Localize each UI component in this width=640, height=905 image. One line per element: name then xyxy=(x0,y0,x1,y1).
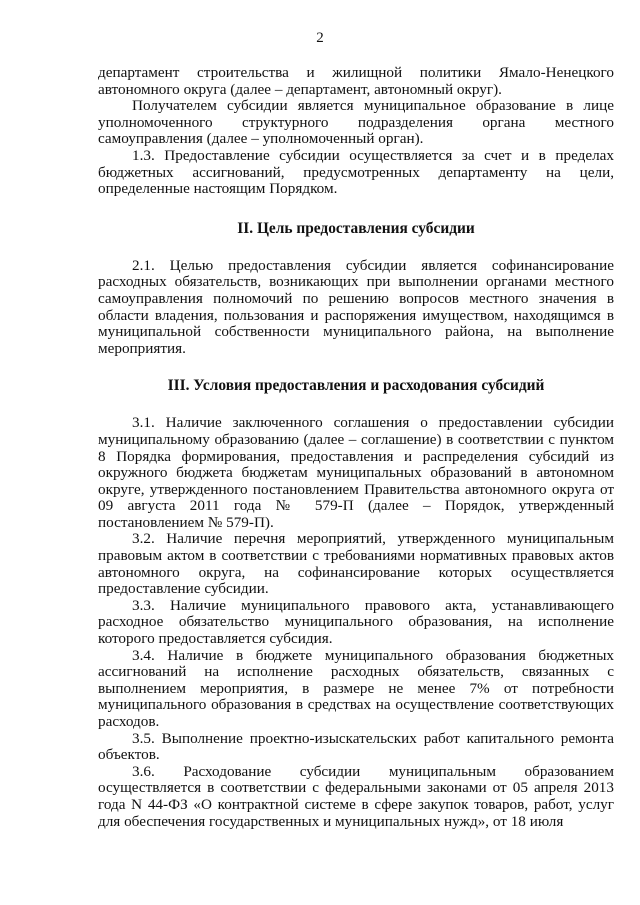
document-body xyxy=(98,65,614,830)
paragraph-1-3: 1.3. Предоставление субсидии осуществляется за счет и в пределах бюджетных ассигнований, предусмотренных департаменту на цели, определенные настоящим Порядком. xyxy=(98,146,614,198)
paragraph-3-2: 3.2. Наличие перечня мероприятий, утвержденного муниципальным правовым актом в соответствии с требованиями нормативных правовых актов автономного округа, на софинансирование которых осуществляется предоставление субсидии. xyxy=(98,530,614,598)
paragraph-recipient: Получателем субсидии является муниципальное образование в лице уполномоченного структурного подразделения органа местного самоуправления (далее – уполномоченный орган). xyxy=(98,97,614,148)
paragraph-3-3: 3.3. Наличие муниципального правового акта, устанавливающего расходное обязательство муниципального образования, на исполнение которого предоставляется субсидия. xyxy=(98,596,614,648)
paragraph-intro: департамент строительства и жилищной политики Ямало-Ненецкого автономного округа (далее – департамент, автономный округ). xyxy=(98,64,614,98)
paragraph-2-1: 2.1. Целью предоставления субсидии является софинансирование расходных обязательств, возникающих при выполнении органами местного самоуправления полномочий по решению вопросов местного значения в области владения, пользования и распоряжения имуществом, находящимся в муниципальной собственности муниципального района, на выполнение мероприятия. xyxy=(98,256,614,357)
page-number: 2 xyxy=(316,30,324,46)
section-2-title: II. Цель предоставления субсидии xyxy=(237,219,475,237)
paragraph-3-4: 3.4. Наличие в бюджете муниципального образования бюджетных ассигнований на исполнение расходных обязательств, связанных с выполнением мероприятия, в размере не менее 7% от потребности муниципального образования в средствах на осуществление соответствующих расходов. xyxy=(98,646,614,730)
paragraph-3-6: 3.6. Расходование субсидии муниципальным образованием осуществляется в соответствии с федеральными законами от 05 апреля 2013 года N 44-ФЗ «О контрактной системе в сфере закупок товаров, работ, услуг для обеспечения государственных и муниципальных нужд», от 18 июля xyxy=(98,762,614,830)
paragraph-3-5: 3.5. Выполнение проектно-изыскательских работ капитального ремонта объектов. xyxy=(98,729,614,764)
paragraph-3-1: 3.1. Наличие заключенного соглашения о предоставлении субсидии муниципальному образованию (далее – соглашение) в соответствии с пунктом 8 Порядка формирования, предоставления и распределения субсидий из окружного бюджета бюджетам муниципальных образований в автономном округе, утвержденного постановлением Правительства автономного округа от 09 августа 2011 года № 579-П (далее – Порядок, утвержденный постановлением № 579-П). xyxy=(98,414,614,531)
section-3-title: III. Условия предоставления и расходования субсидий xyxy=(167,377,545,395)
